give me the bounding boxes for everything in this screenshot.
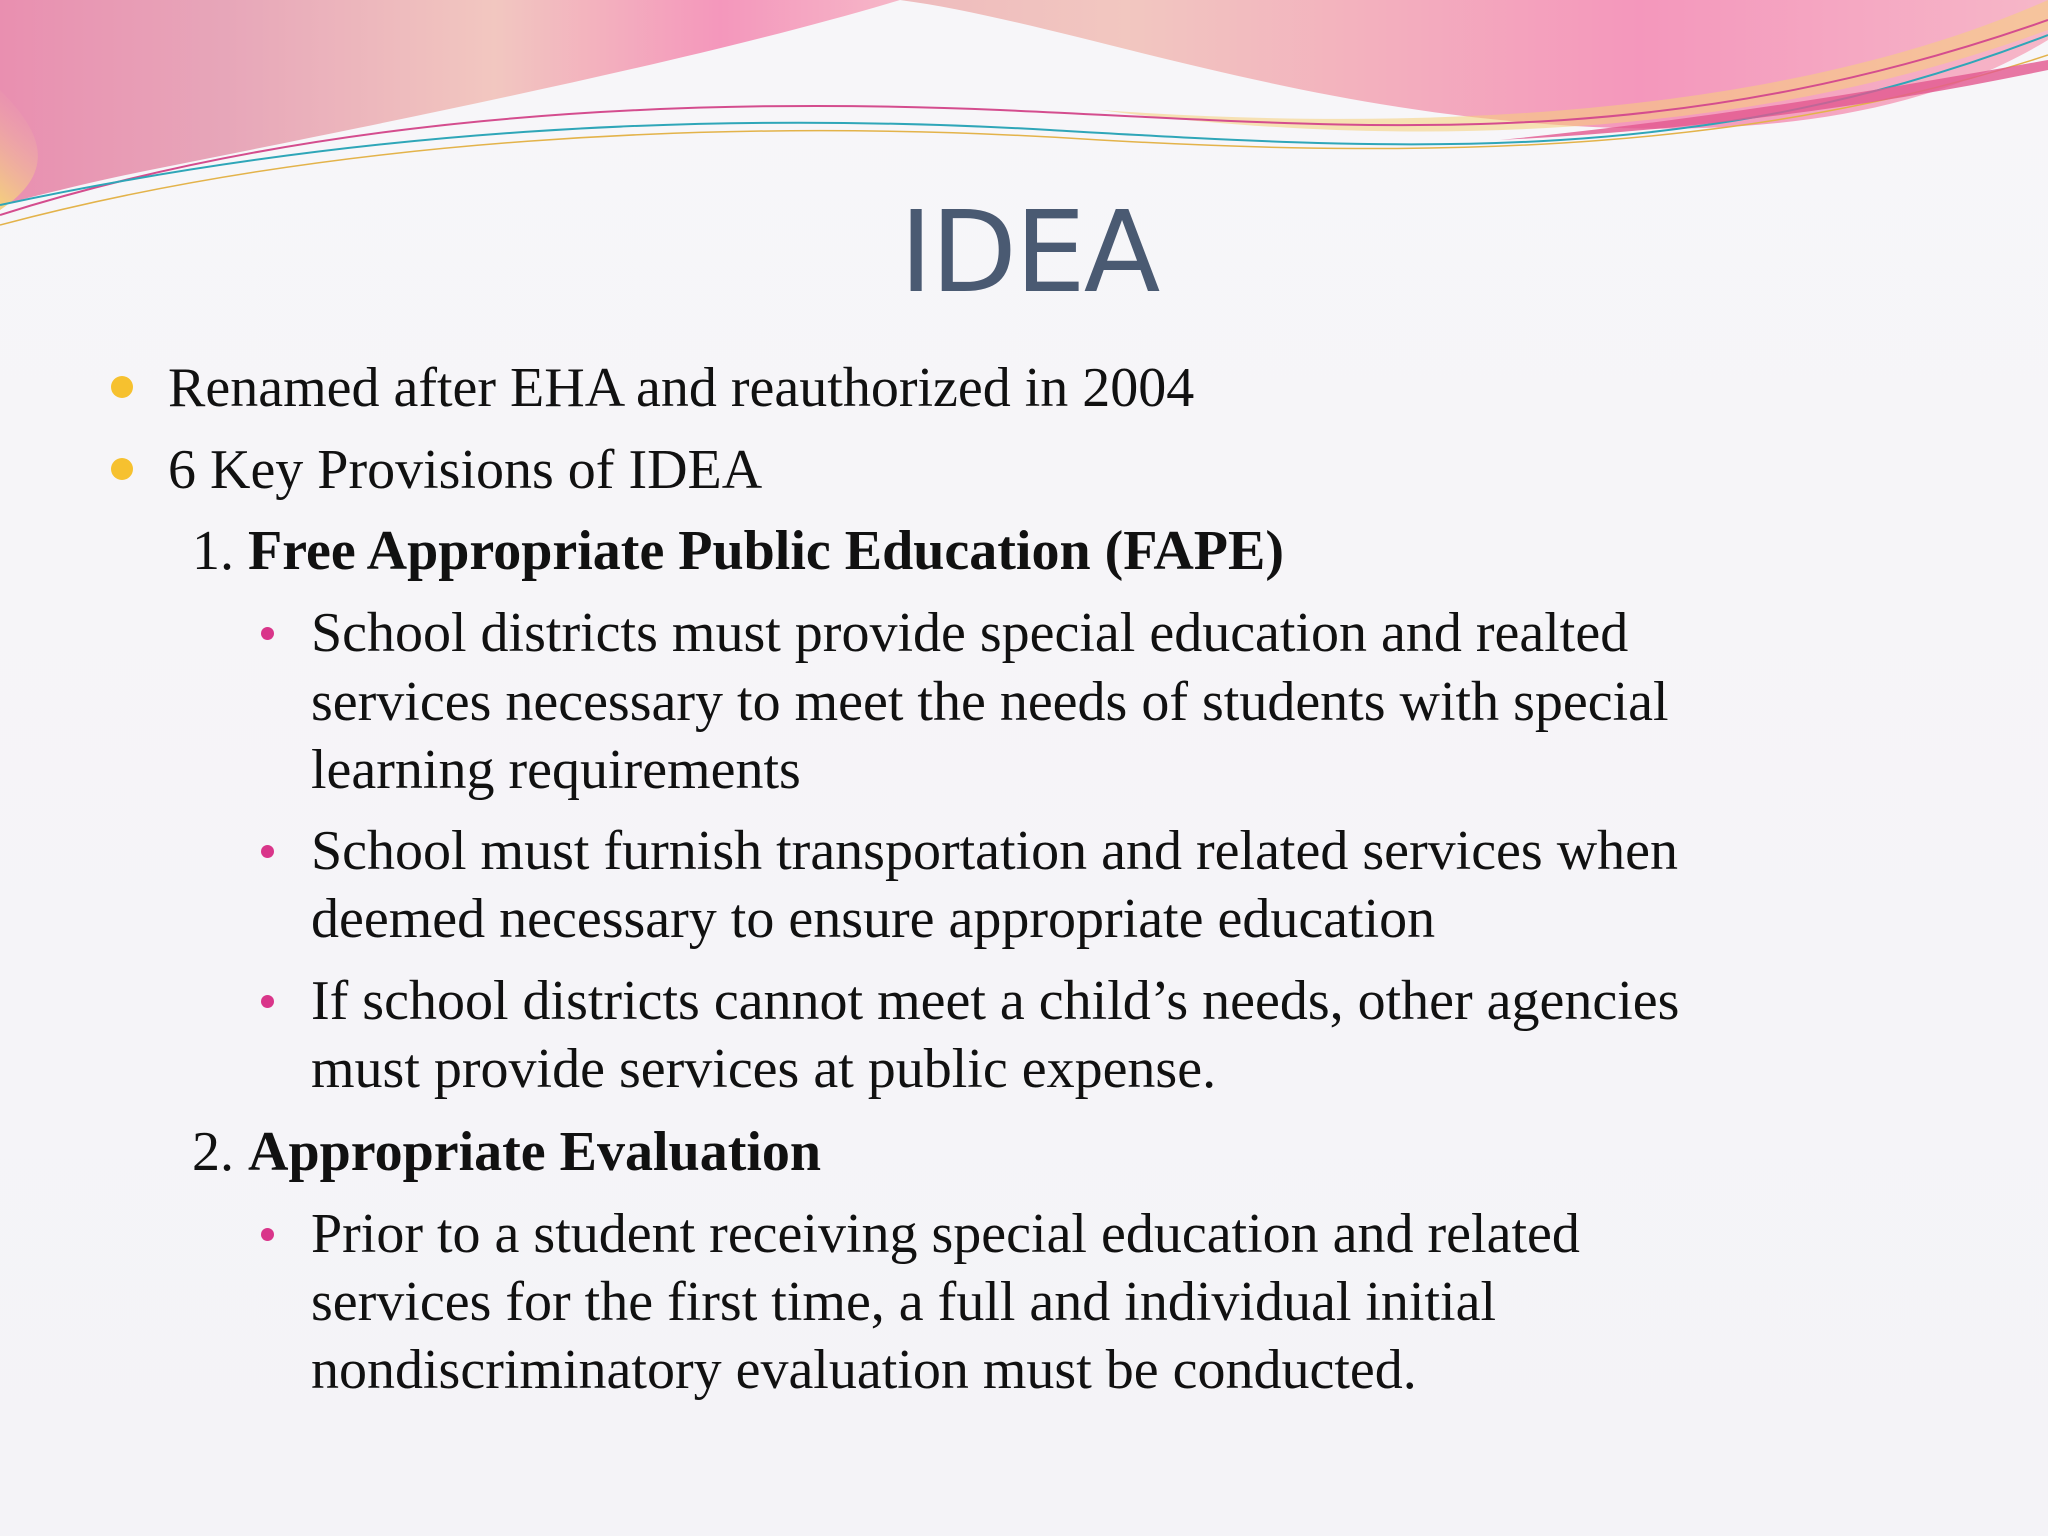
sub-bullet-line: services for the first time, a full and individual initial [311,1271,1497,1333]
sub-bullet-line: School districts must provide special education and realted [311,602,1629,664]
sub-bullet-dot-icon [261,627,274,640]
sub-bullet-dot-icon [261,1228,274,1241]
sub-bullet-line: Prior to a student receiving special education and related [311,1203,1580,1265]
slide-title: IDEA [899,188,1159,318]
provision-title: Free Appropriate Public Education (FAPE) [248,520,1284,582]
sub-bullet-dot-icon [261,995,274,1008]
provision-heading [192,1118,821,1186]
sub-bullet-line: deemed necessary to ensure appropriate education [311,888,1436,950]
provision-number: 1. [192,520,234,582]
sub-bullet-line: School must furnish transportation and related services when [311,820,1678,882]
bullet-dot-icon [111,458,133,480]
sub-bullet-line: learning requirements [311,739,801,801]
provision-number: 2. [192,1121,234,1183]
bullet-item: 6 Key Provisions of IDEA [168,439,763,501]
bullet-dot-icon [111,376,133,398]
sub-bullet-line: If school districts cannot meet a child’s needs, other agencies [311,970,1680,1032]
bullet-item: Renamed after EHA and reauthorized in 2004 [168,357,1195,419]
provision-heading [192,517,1284,585]
provision-title: Appropriate Evaluation [248,1121,822,1183]
sub-bullet-line: must provide services at public expense. [311,1038,1217,1100]
sub-bullet-line: services necessary to meet the needs of students with special [311,671,1669,733]
sub-bullet-dot-icon [261,845,274,858]
sub-bullet-line: nondiscriminatory evaluation must be conducted. [311,1339,1417,1401]
